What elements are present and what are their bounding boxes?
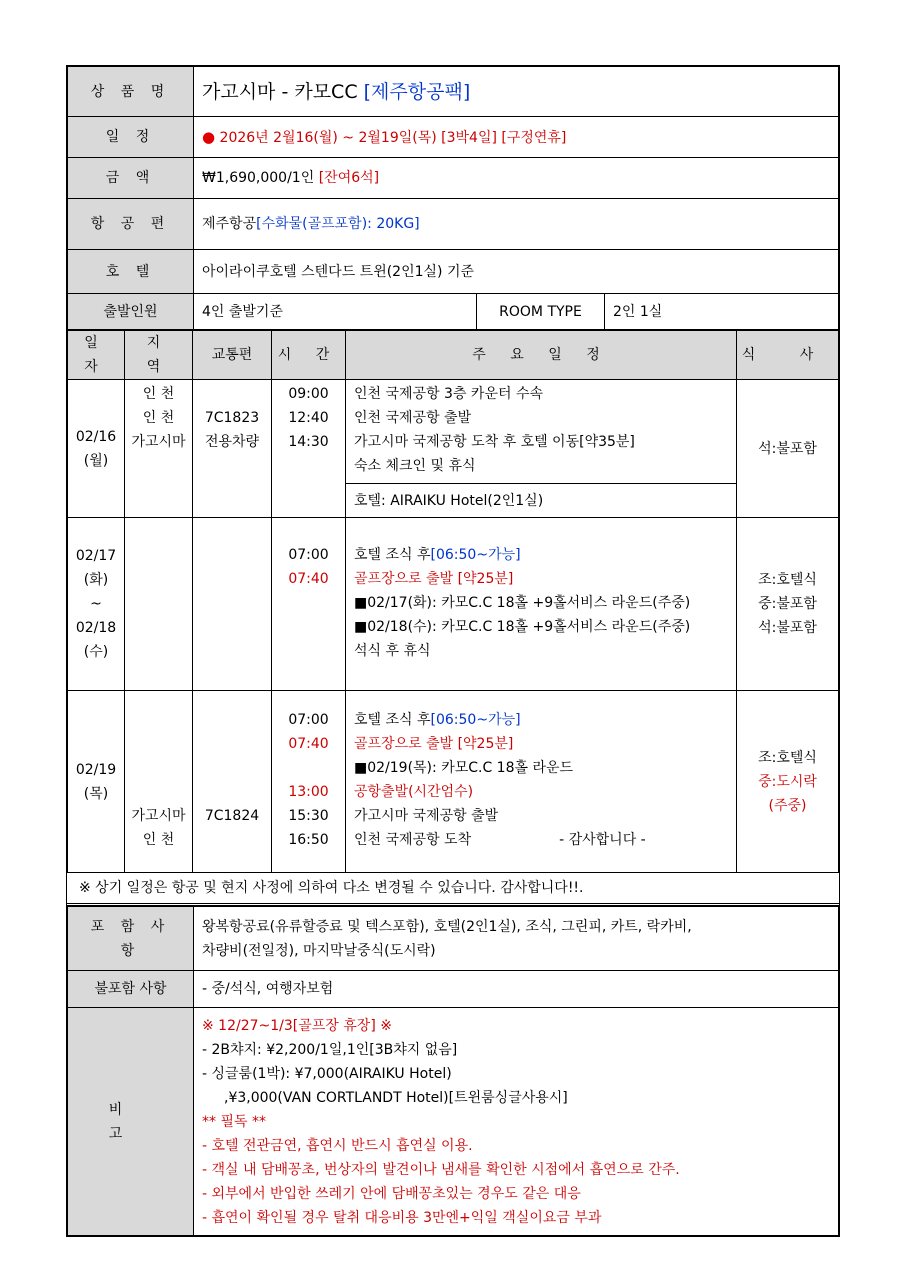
day1-transport-1 <box>197 382 267 406</box>
day2-plan-round-2: ■02/18(수): 카모C.C 18홀 +9홀서비스 라운드(주중) <box>354 619 691 635</box>
itinerary-table <box>67 330 839 873</box>
day3-plan-round: ■02/19(목): 카모C.C 18홀 라운드 <box>354 760 574 776</box>
itinerary-document <box>66 65 840 1237</box>
departure-label: 출발인원 <box>68 294 194 330</box>
baggage-allowance: [수화물(골프포함): 20KG] <box>256 216 420 232</box>
day1-plan-1: 인천 국제공항 3층 카운터 수속 <box>354 386 543 402</box>
included-row <box>68 907 839 971</box>
hotel-label: 호 텔 <box>68 250 194 294</box>
day1-plan-3: 가고시마 국제공항 도착 후 호텔 이동[약35분] <box>354 434 635 450</box>
excluded-row <box>68 971 839 1008</box>
day3-region-1: 가고시마 <box>131 808 186 824</box>
price-value: ₩1,690,000/1인 <box>202 170 315 186</box>
product-label: 상 품 명 <box>68 67 194 117</box>
schedule-dates: 2026년 2월16(월) ~ 2월19일(목) [3박4일] [구정연휴] <box>219 129 567 146</box>
included-line-1: 왕복항공료(유류할증료 및 텍스포함), 호텔(2인1실), 조식, 그린피, 카트, 락카비, <box>202 918 692 935</box>
day2-date-1: 02/17 <box>75 548 117 564</box>
departure-row <box>68 294 839 330</box>
included-label: 포 함 사 항 <box>68 907 194 971</box>
day3-meal-1: 조:호텔식 <box>758 749 817 766</box>
day3-plan-depart: 가고시마 국제공항 출발 <box>354 808 499 824</box>
room-type-label: ROOM TYPE <box>477 294 605 330</box>
price-row <box>68 158 839 199</box>
day3-breakfast-time: [06:50~가능] <box>430 712 521 728</box>
day2-meal-2: 중:불포함 <box>758 596 817 612</box>
price-label: 금 액 <box>68 158 194 199</box>
header-date: 일 자 <box>68 331 125 380</box>
smoking-rule-1: - 호텔 전관금연, 흡연시 반드시 흡연실 이용. <box>202 1137 473 1154</box>
remarks-line-2: - 싱글룸(1박): ¥7,000(AIRAIKU Hotel) <box>202 1065 452 1082</box>
day3-dow: (목) <box>83 785 109 802</box>
day2-dow-1: (화) <box>83 572 109 588</box>
excluded-label: 불포함 사항 <box>68 971 194 1008</box>
day1-time-1: 09:00 <box>288 386 329 402</box>
day3-plan-golf: 골프장으로 출발 [약25분] <box>354 736 514 752</box>
golf-closure-note: ※ 12/27~1/3[골프장 휴장] ※ <box>202 1017 392 1034</box>
day3-plan-thanks: - 감사합니다 - <box>559 832 646 848</box>
schedule-label: 일 정 <box>68 117 194 158</box>
smoking-rule-3: - 외부에서 반입한 쓰레기 안에 담배꽁초있는 경우도 같은 대응 <box>202 1185 581 1202</box>
day1-region-2: 인 천 <box>142 410 175 426</box>
day1-date: 02/16 <box>75 428 117 445</box>
day1-hotel-line: 호텔: AIRAIKU Hotel(2인1실) <box>346 483 736 513</box>
schedule-notice: ※ 상기 일정은 항공 및 현지 사정에 의하여 다소 변경될 수 있습니다. 감사합니다!!. <box>67 873 839 906</box>
product-row <box>68 67 839 117</box>
day3-plan-breakfast: 호텔 조식 후 <box>354 712 431 728</box>
day2-tilde: ~ <box>90 596 102 612</box>
header-meal: 식 사 <box>737 331 839 380</box>
header-transport: 교통편 <box>193 331 272 380</box>
included-line-2: 차량비(전일정), 마지막날중식(도시락) <box>202 942 436 959</box>
info-table <box>67 66 839 330</box>
schedule-row <box>68 117 839 158</box>
remarks-row <box>68 1008 839 1236</box>
day3-time-4: 15:30 <box>288 808 329 824</box>
day1-meal: 석:불포함 <box>737 380 839 518</box>
day-row-1 <box>68 380 839 518</box>
day1-time-3: 14:30 <box>288 434 329 450</box>
day3-time-2: 07:40 <box>288 736 329 752</box>
hotel-row <box>68 250 839 294</box>
itinerary-header-row <box>68 331 839 380</box>
day2-plan-breakfast: 호텔 조식 후 <box>354 547 431 563</box>
departure-value: 4인 출발기준 <box>194 294 477 330</box>
day3-meal-3: (주중) <box>768 797 807 814</box>
day1-time-2: 12:40 <box>288 410 329 426</box>
day1-transport-2: 7C1823 <box>204 410 260 426</box>
day3-time-3: 13:00 <box>288 784 329 800</box>
day2-time-1: 07:00 <box>288 547 329 563</box>
day1-region-3: 가고시마 <box>131 434 186 450</box>
flight-row <box>68 199 839 250</box>
day2-date-2: 02/18 <box>75 620 117 636</box>
smoking-rule-4: - 흡연이 확인될 경우 탈취 대응비용 3만엔+익일 객실이요금 부과 <box>202 1209 602 1226</box>
day-row-2 <box>68 518 839 691</box>
day3-time-5: 16:50 <box>288 832 329 848</box>
day3-plan-arrive: 인천 국제공항 도착 <box>354 832 472 848</box>
header-time: 시 간 <box>272 331 346 380</box>
day-row-3 <box>68 691 839 873</box>
red-dot-icon: ● <box>202 127 216 146</box>
day2-dow-2: (수) <box>83 644 109 660</box>
hotel-value: 아이라이쿠호텔 스텐다드 트윈(2인1실) 기준 <box>194 250 839 294</box>
day2-plan-round-1: ■02/17(화): 카모C.C 18홀 +9홀서비스 라운드(주중) <box>354 595 691 611</box>
remarks-line-3: ,¥3,000(VAN CORTLANDT Hotel)[트윈룸싱글사용시] <box>224 1089 568 1106</box>
day2-plan-golf: 골프장으로 출발 [약25분] <box>354 571 514 587</box>
remarks-line-1: - 2B챠지: ¥2,200/1일,1인[3B챠지 없음] <box>202 1041 458 1058</box>
day1-plan-2: 인천 국제공항 출발 <box>354 410 472 426</box>
must-read-heading: ** 필독 ** <box>202 1113 266 1130</box>
day2-meal-3: 석:불포함 <box>758 620 817 636</box>
day1-transport-3: 전용차량 <box>204 434 260 450</box>
day3-plan-airport: 공항출발(시간엄수) <box>354 784 474 800</box>
day2-meal-1: 조:호텔식 <box>758 572 817 588</box>
day2-plan-rest: 석식 후 휴식 <box>354 643 431 659</box>
day3-transport: 7C1824 <box>204 808 260 824</box>
day2-breakfast-time: [06:50~가능] <box>430 547 521 563</box>
day1-region-1: 인 천 <box>142 386 175 402</box>
header-region: 지 역 <box>125 331 193 380</box>
airline-name: 제주항공 <box>202 216 257 232</box>
remarks-label: 비 고 <box>68 1008 194 1236</box>
day1-plan-4: 숙소 체크인 및 휴식 <box>354 458 476 474</box>
day2-time-2: 07:40 <box>288 571 329 587</box>
room-type-value: 2인 1실 <box>605 294 839 330</box>
day3-date: 02/19 <box>75 761 117 778</box>
flight-label: 항 공 편 <box>68 199 194 250</box>
day3-time-1: 07:00 <box>288 712 329 728</box>
day1-dow: (월) <box>83 452 109 469</box>
day3-region-2: 인 천 <box>142 832 175 848</box>
terms-table <box>67 906 839 1236</box>
product-tag: [제주항공팩] <box>363 80 471 103</box>
product-name: 가고시마 - 카모CC <box>202 80 358 103</box>
smoking-rule-2: - 객실 내 담배꽁초, 번상자의 발견이나 냄새를 확인한 시점에서 흡연으로 간주. <box>202 1161 680 1178</box>
header-plan: 주 요 일 정 <box>346 331 737 380</box>
day3-meal-2: 중:도시락 <box>758 773 817 790</box>
remaining-seats: [잔여6석] <box>318 170 380 186</box>
excluded-value: - 중/석식, 여행자보험 <box>194 971 839 1008</box>
